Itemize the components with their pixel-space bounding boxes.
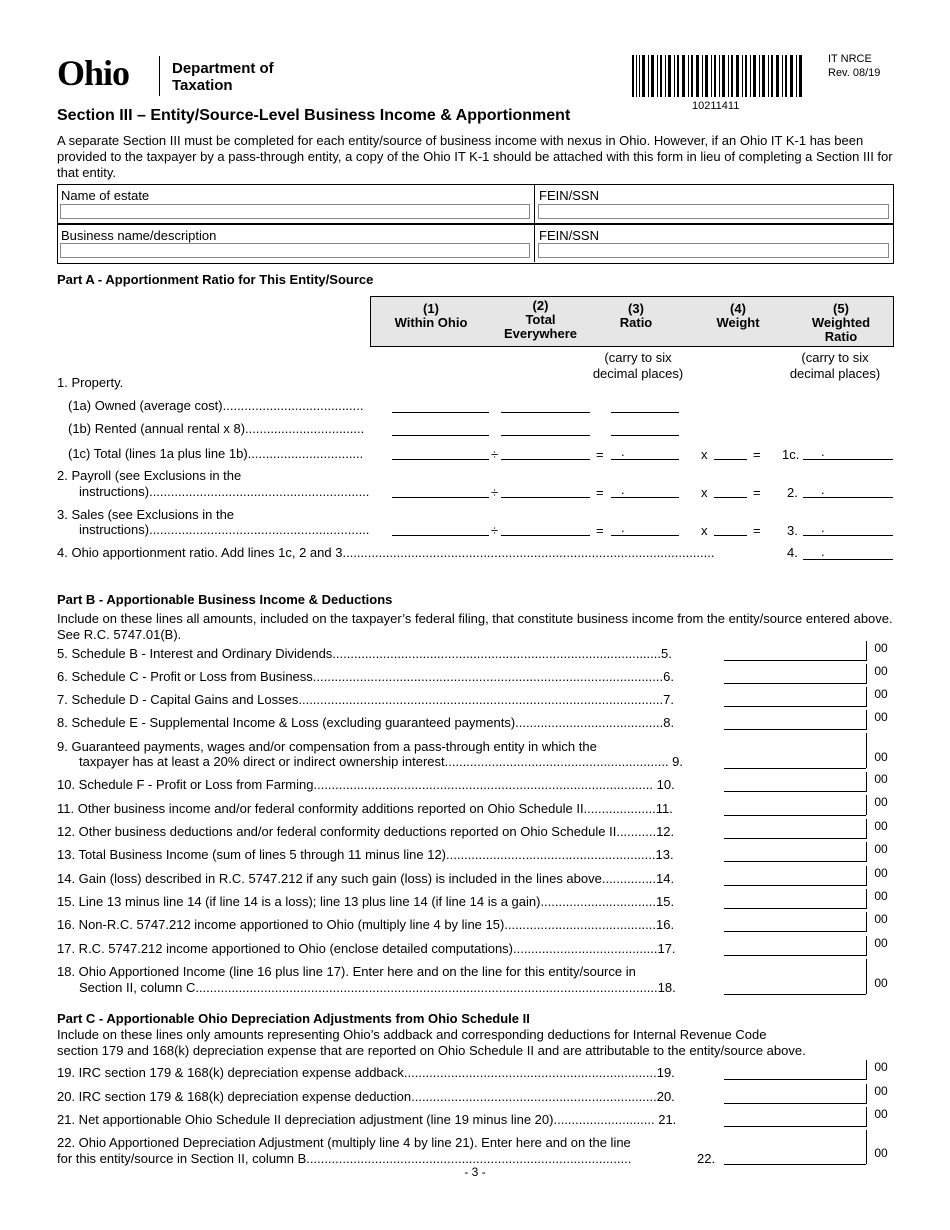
line-6-label: 6. Schedule C - Profit or Loss from Business.................................................................................................6.	[57, 669, 674, 684]
line-1b-label: (1b) Rented (annual rental x 8).................................	[68, 421, 365, 436]
line-17-label: 17. R.C. 5747.212 income apportioned to Ohio (enclose detailed computations)........................................17.	[57, 941, 676, 956]
identification-box	[57, 184, 894, 264]
line-2-within-ohio[interactable]	[392, 497, 489, 498]
divide-sign: ÷	[491, 485, 499, 500]
line-21-amount[interactable]	[724, 1126, 866, 1127]
carry-note-ratio: (carry to six decimal places)	[592, 350, 684, 381]
fein-input-1[interactable]	[538, 204, 889, 219]
line-3-everywhere[interactable]	[501, 535, 590, 536]
line-1c-weighted[interactable]	[803, 459, 893, 460]
times-sign: x	[701, 485, 708, 500]
equals-sign: =	[596, 485, 604, 500]
form-revision: Rev. 08/19	[828, 67, 881, 79]
part-b-intro: Include on these lines all amounts, included on the taxpayer’s federal filing, that constitute business income from the entity/source entered above. See R.C. 5747.01(B).	[57, 611, 893, 642]
line-16-cents: 00	[866, 912, 895, 932]
line-22-cents: 00	[866, 1130, 895, 1164]
line-20-cents: 00	[866, 1084, 895, 1104]
line-2-label-2: instructions).............................................................	[79, 484, 370, 499]
decimal-point: .	[821, 544, 825, 559]
line-1c-number: 1c.	[782, 447, 800, 462]
times-sign: x	[701, 523, 708, 538]
part-a-column-headers	[370, 296, 894, 347]
line-9-label-2: taxpayer has at least a 20% direct or indirect ownership interest.............................................................. 9.	[79, 754, 684, 769]
line-13-cents: 00	[866, 842, 895, 862]
line-7-cents: 00	[866, 687, 895, 707]
line-20-amount[interactable]	[724, 1103, 866, 1104]
department-name	[172, 60, 274, 94]
line-13-label: 13. Total Business Income (sum of lines 5 through 11 minus line 12)..........................................................13.	[57, 847, 674, 862]
line-22-label-2: for this entity/source in Section II, column B..........................................................................................	[57, 1151, 632, 1166]
decimal-point: .	[821, 482, 825, 497]
line-19-amount[interactable]	[724, 1079, 866, 1080]
part-c-intro-1: Include on these lines only amounts representing Ohio’s addback and corresponding deductions for Internal Revenue Code	[57, 1027, 767, 1042]
department-line-2: Taxation	[172, 77, 233, 94]
fein-label-1: FEIN/SSN	[539, 188, 599, 203]
fein-input-2[interactable]	[538, 243, 889, 258]
line-8-cents: 00	[866, 710, 895, 730]
line-3-number: 3.	[787, 523, 798, 538]
form-code: IT NRCE	[828, 53, 872, 65]
logo-divider	[159, 56, 160, 96]
line-10-label: 10. Schedule F - Profit or Loss from Farming.............................................................................................. 10.	[57, 777, 675, 792]
line-15-label: 15. Line 13 minus line 14 (if line 14 is a loss); line 13 plus line 14 (if line 14 is a gain)................................15.	[57, 894, 675, 909]
line-4-ratio[interactable]	[803, 559, 893, 560]
line-19-label: 19. IRC section 179 & 168(k) depreciation expense addback......................................................................19.	[57, 1065, 675, 1080]
line-9-label-1: 9. Guaranteed payments, wages and/or compensation from a pass-through entity in which the	[57, 739, 597, 754]
carry-note-weighted: (carry to six decimal places)	[789, 350, 881, 381]
decimal-point: .	[821, 444, 825, 459]
page-number: - 3 -	[464, 1165, 486, 1179]
equals-sign: =	[753, 485, 761, 500]
line-8-amount[interactable]	[724, 729, 866, 730]
line-1a-within-ohio[interactable]	[392, 412, 489, 413]
line-2-number: 2.	[787, 485, 798, 500]
estate-name-input[interactable]	[60, 204, 530, 219]
divide-sign: ÷	[491, 447, 499, 462]
line-14-label: 14. Gain (loss) described in R.C. 5747.212 if any such gain (loss) is included in the lines above...............14.	[57, 871, 675, 886]
line-20-label: 20. IRC section 179 & 168(k) depreciation expense deduction....................................................................20.	[57, 1089, 675, 1104]
line-11-cents: 00	[866, 795, 895, 815]
section-title: Section III – Entity/Source-Level Business Income & Apportionment	[57, 107, 571, 124]
line-3-ratio[interactable]	[611, 535, 679, 536]
line-14-amount[interactable]	[724, 885, 866, 886]
line-3-weight[interactable]	[714, 535, 747, 536]
equals-sign: =	[596, 447, 604, 462]
line-9-cents: 00	[866, 733, 895, 768]
line-8-label: 8. Schedule E - Supplemental Income & Loss (excluding guaranteed payments).........................................8.	[57, 715, 675, 730]
line-5-amount[interactable]	[724, 660, 866, 661]
line-1b-everywhere[interactable]	[501, 435, 590, 436]
line-3-label-1: 3. Sales (see Exclusions in the	[57, 507, 235, 522]
line-2-ratio[interactable]	[611, 497, 679, 498]
line-7-label: 7. Schedule D - Capital Gains and Losses.....................................................................................................7.	[57, 692, 674, 707]
line-1-label: 1. Property.	[57, 375, 124, 390]
line-2-everywhere[interactable]	[501, 497, 590, 498]
line-17-cents: 00	[866, 936, 895, 956]
line-2-weight[interactable]	[714, 497, 747, 498]
line-12-cents: 00	[866, 819, 895, 839]
equals-sign: =	[753, 523, 761, 538]
line-1a-everywhere[interactable]	[501, 412, 590, 413]
line-21-cents: 00	[866, 1107, 895, 1127]
form-id	[828, 52, 880, 80]
part-c-intro-2: section 179 and 168(k) depreciation expense that are reported on Ohio Schedule II and are attributable to the entity/source above.	[57, 1043, 806, 1058]
line-15-cents: 00	[866, 889, 895, 909]
line-1c-within-ohio[interactable]	[392, 459, 489, 460]
line-14-cents: 00	[866, 866, 895, 886]
line-1a-label: (1a) Owned (average cost).......................................	[68, 398, 364, 413]
line-5-cents: 00	[866, 641, 895, 661]
line-2-weighted[interactable]	[803, 497, 893, 498]
decimal-point: .	[621, 482, 625, 497]
ohio-logo: Ohio	[57, 53, 130, 93]
line-12-amount[interactable]	[724, 838, 866, 839]
estate-name-label: Name of estate	[61, 188, 150, 203]
line-7-amount[interactable]	[724, 706, 866, 707]
business-name-label: Business name/description	[61, 228, 217, 243]
line-1b-within-ohio[interactable]	[392, 435, 489, 436]
line-1b-ratio[interactable]	[611, 435, 679, 436]
line-10-amount[interactable]	[724, 791, 866, 792]
col-4-header: (4) Weight	[716, 301, 760, 330]
line-6-cents: 00	[866, 664, 895, 684]
line-1a-ratio[interactable]	[611, 412, 679, 413]
part-c-title: Part C - Apportionable Ohio Depreciation Adjustments from Ohio Schedule II	[57, 1011, 530, 1026]
line-1c-label: (1c) Total (lines 1a plus line 1b)................................	[68, 446, 364, 461]
line-21-label: 21. Net apportionable Ohio Schedule II depreciation adjustment (line 19 minus line 20)............................ 21.	[57, 1112, 677, 1127]
line-5-label: 5. Schedule B - Interest and Ordinary Dividends...........................................................................................5.	[57, 646, 672, 661]
line-18-label-2: Section II, column C................................................................................................................................18.	[79, 980, 676, 995]
part-a-title: Part A - Apportionment Ratio for This Entity/Source	[57, 272, 374, 287]
line-16-label: 16. Non-R.C. 5747.212 income apportioned to Ohio (multiply line 4 by line 15)..........................................16.	[57, 917, 675, 932]
line-16-amount[interactable]	[724, 931, 866, 932]
line-6-amount[interactable]	[724, 683, 866, 684]
line-11-label: 11. Other business income and/or federal conformity additions reported on Ohio Schedule II....................11.	[57, 801, 673, 816]
col-5-header: (5) Weighted Ratio	[811, 301, 871, 344]
divide-sign: ÷	[491, 523, 499, 538]
col-3-header: (3) Ratio	[619, 301, 653, 330]
col-1-header: (1) Within Ohio	[394, 301, 468, 330]
line-2-label-1: 2. Payroll (see Exclusions in the	[57, 468, 242, 483]
times-sign: x	[701, 447, 708, 462]
equals-sign: =	[753, 447, 761, 462]
line-13-amount[interactable]	[724, 861, 866, 862]
barcode-number: 10211411	[692, 100, 740, 112]
department-line-1: Department of	[172, 60, 274, 77]
line-1c-everywhere[interactable]	[501, 459, 590, 460]
line-4-number: 4.	[787, 545, 798, 560]
line-9-amount[interactable]	[724, 768, 866, 769]
line-3-label-2: instructions).............................................................	[79, 522, 370, 537]
line-11-amount[interactable]	[724, 815, 866, 816]
line-18-amount[interactable]	[724, 994, 866, 995]
line-18-cents: 00	[866, 959, 895, 994]
line-22-label-1: 22. Ohio Apportioned Depreciation Adjustment (multiply line 4 by line 21). Enter here and on the line	[57, 1135, 631, 1150]
line-1c-ratio[interactable]	[611, 459, 679, 460]
col-2-header: (2) Total Everywhere	[504, 298, 577, 341]
line-3-within-ohio[interactable]	[392, 535, 489, 536]
decimal-point: .	[621, 444, 625, 459]
equals-sign: =	[596, 523, 604, 538]
line-15-amount[interactable]	[724, 908, 866, 909]
line-3-weighted[interactable]	[803, 535, 893, 536]
line-19-cents: 00	[866, 1060, 895, 1080]
line-17-amount[interactable]	[724, 955, 866, 956]
line-12-label: 12. Other business deductions and/or federal conformity deductions reported on Ohio Schedule II...........12.	[57, 824, 675, 839]
barcode	[632, 55, 802, 97]
decimal-point: .	[621, 520, 625, 535]
line-22-number: 22.	[697, 1151, 716, 1166]
part-b-title: Part B - Apportionable Business Income & Deductions	[57, 592, 393, 607]
line-10-cents: 00	[866, 772, 895, 792]
line-4-label: 4. Ohio apportionment ratio. Add lines 1c, 2 and 3.......................................................................................................	[57, 545, 715, 560]
fein-label-2: FEIN/SSN	[539, 228, 599, 243]
line-1c-weight[interactable]	[714, 459, 747, 460]
section-intro: A separate Section III must be completed for each entity/source of business income with nexus in Ohio. However, if an Ohio IT K-1 has been provided to the taxpayer by a pass-through entity, a copy of the Ohio IT K-1 should be attached with this form in lieu of completing a Section III for that entity.	[57, 133, 893, 180]
decimal-point: .	[821, 520, 825, 535]
line-18-label-1: 18. Ohio Apportioned Income (line 16 plus line 17). Enter here and on the line for this entity/source in	[57, 964, 636, 979]
business-name-input[interactable]	[60, 243, 530, 258]
